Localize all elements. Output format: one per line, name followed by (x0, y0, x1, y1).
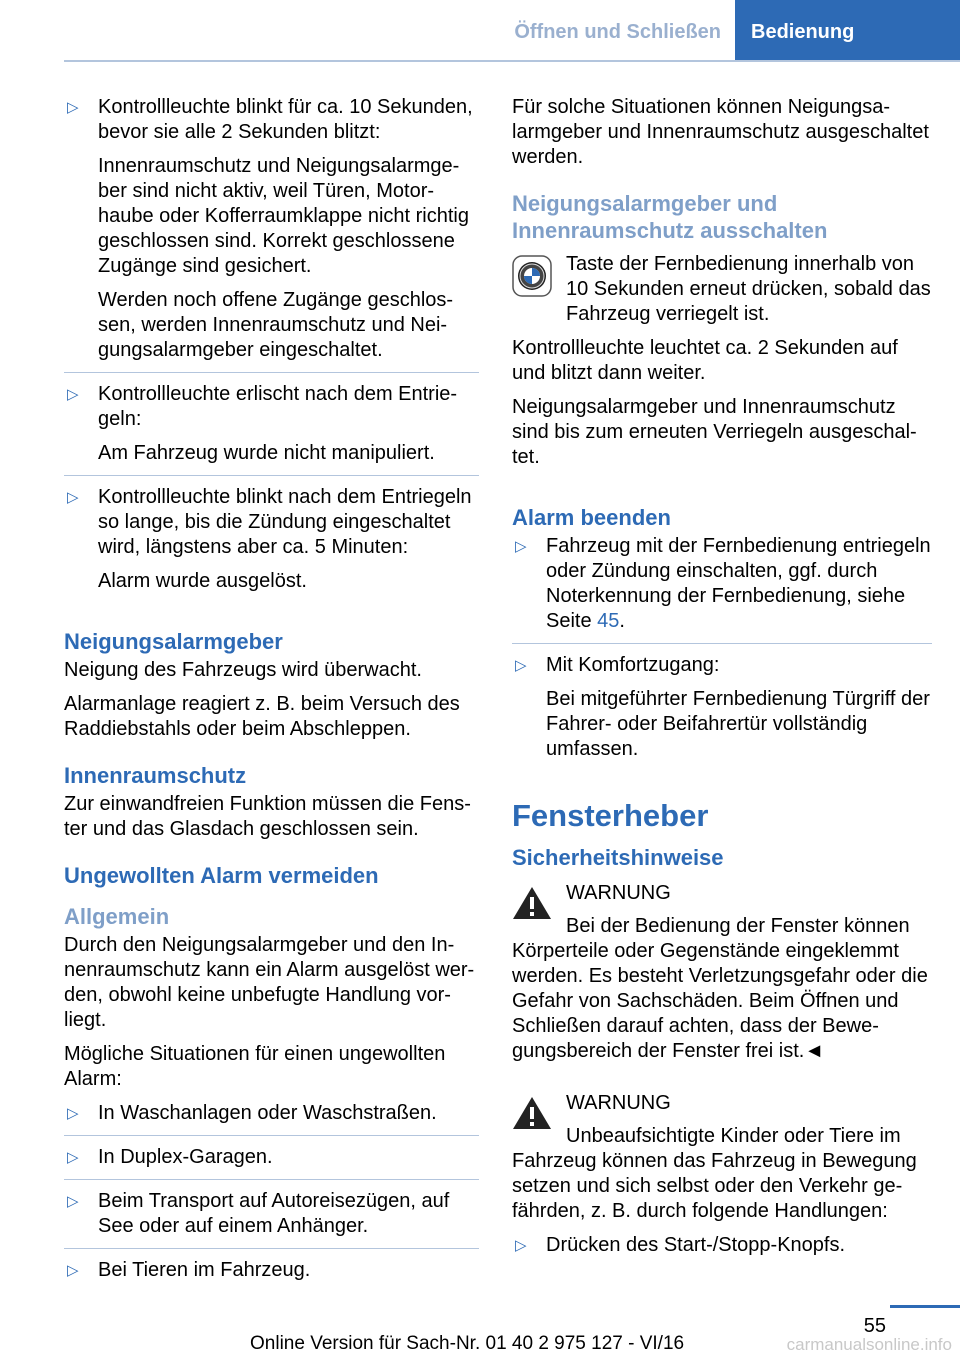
list-item-text: Drücken des Start-/Stopp-Knopfs. (546, 1234, 846, 1256)
heading-innenraumschutz: Innenraumschutz (64, 763, 247, 788)
warning-text: Bei der Bedienung der Fenster können Körperteile oder Gegenstände eingeklemmt werden. Es besteht Verletzungsgefahr oder die Gefahr von Sachschäden. Beim Öffnen und Schließen darauf achten, dass der Bewegungsbereich der Fenster frei ist.◄ (512, 915, 928, 1062)
list-item-text: Kontrollleuchte blinkt für ca. 10 Sekunden, bevor sie alle 2 Sekunden blitzt: (98, 96, 473, 143)
list-item (64, 1101, 479, 1126)
heading-fensterheber: Fensterheber (512, 798, 709, 833)
list-item (64, 1145, 479, 1170)
paragraph: Taste der Fernbedienung innerhalb von 10 Sekunden erneut drücken, sobald das Fahrzeug verriegelt ist. (566, 253, 931, 325)
list-item-text: In Duplex-Garagen. (98, 1146, 273, 1168)
list-marker-icon: ▷ (67, 386, 79, 403)
list-divider (512, 643, 932, 644)
list-marker-icon: ▷ (67, 1149, 79, 1166)
list-item (64, 95, 479, 363)
list-divider (64, 372, 479, 373)
list-item (512, 534, 932, 634)
paragraph: Für solche Situationen können Neigungsalarmgeber und Innenraumschutz ausgeschaltet werden. (512, 96, 929, 168)
list-marker-icon: ▷ (515, 657, 527, 674)
list-item (512, 1233, 932, 1258)
paragraph: Neigungsalarmgeber und Innenraumschutz sind bis zum erneuten Verriegeln ausgeschaltet. (512, 396, 917, 468)
list-item-text-part: Fahrzeug mit der Fernbedienung entriegeln oder Zündung einschalten, ggf. durch Noterkennung der Fernbedienung, siehe Seite (546, 535, 931, 632)
list-item (512, 653, 932, 762)
list-item-text: Bei Tieren im Fahrzeug. (98, 1259, 311, 1281)
paragraph: Zur einwandfreien Funktion müssen die Fenster und das Glasdach geschlossen sein. (64, 793, 471, 840)
list-item-text: Beim Transport auf Autoreisezügen, auf See oder auf einem Anhänger. (98, 1190, 450, 1237)
list-marker-icon: ▷ (67, 1262, 79, 1279)
list-item-text: Kontrollleuchte erlischt nach dem Entriegeln: (98, 383, 458, 430)
list-item-text: Werden noch offene Zugänge geschlossen, werden Innenraumschutz und Neigungsalarmgeber eingeschaltet. (98, 289, 454, 361)
list-item (64, 1189, 479, 1239)
list-item (64, 382, 479, 466)
list-item-text: Innenraumschutz und Neigungsalarmgeber sind nicht aktiv, weil Türen, Motorhaube oder Kofferraumklappe nicht richtig geschlossen sind. Korrekt geschlossene Zugänge sind gesichert. (98, 155, 469, 277)
list-marker-icon: ▷ (515, 538, 527, 555)
warning-block (512, 881, 932, 1064)
list-item-text: Alarm wurde ausgelöst. (98, 570, 307, 592)
heading-alarm-beenden: Alarm beenden (512, 505, 671, 530)
header-rule (64, 60, 960, 62)
header-chapter-tab[interactable]: Bedienung (735, 0, 960, 62)
right-column (512, 95, 932, 1267)
footer-text: Online Version für Sach-Nr. 01 40 2 975 127 - VI/16 (250, 1333, 685, 1354)
paragraph: Neigung des Fahrzeugs wird überwacht. (64, 659, 422, 681)
list-item-text: Kontrollleuchte blinkt nach dem Entriegeln so lange, bis die Zündung eingeschaltet wird, längstens aber ca. 5 Minuten: (98, 486, 472, 558)
heading-ausschalten: Neigungsalarmgeber und Innenraumschutz ausschalten (512, 191, 828, 243)
warning-block (512, 1091, 932, 1224)
heading-ungewollten-alarm: Ungewollten Alarm vermeiden (64, 863, 379, 888)
paragraph: Mögliche Situationen für einen ungewollten Alarm: (64, 1043, 446, 1090)
list-divider (64, 1135, 479, 1136)
list-marker-icon: ▷ (515, 1237, 527, 1254)
list-item-text: In Waschanlagen oder Waschstraßen. (98, 1102, 437, 1124)
list-marker-icon: ▷ (67, 489, 79, 506)
footer-rule (890, 1305, 960, 1308)
warning-title: WARNUNG (566, 1092, 671, 1114)
list-marker-icon: ▷ (67, 99, 79, 116)
heading-neigungsalarmgeber: Neigungsalarmgeber (64, 629, 283, 654)
warning-title: WARNUNG (566, 882, 671, 904)
warning-text: Unbeaufsichtigte Kinder oder Tiere im Fahrzeug können das Fahrzeug in Bewegung setzen und sich selbst oder den Verkehr gefährden, z. B. durch folgende Handlungen: (512, 1125, 917, 1222)
list-item (64, 1258, 479, 1283)
list-item (64, 485, 479, 594)
list-item-text: Mit Komfortzugang: (546, 654, 720, 676)
warning-triangle-icon (512, 1095, 552, 1138)
subheading-sicherheitshinweise: Sicherheitshinweise (512, 845, 724, 870)
list-marker-icon: ▷ (67, 1105, 79, 1122)
page-reference-link[interactable]: 45 (597, 610, 620, 632)
header-section-title: Öffnen und Schließen (514, 20, 721, 43)
list-item-text: Am Fahrzeug wurde nicht manipuliert. (98, 442, 435, 464)
warning-triangle-icon (512, 885, 552, 928)
left-column (64, 95, 479, 1292)
page-number: 55 (863, 1315, 886, 1337)
paragraph: Durch den Neigungsalarmgeber und den Innenraumschutz kann ein Alarm ausgelöst werden, obwohl keine unbefugte Handlung vorliegt. (64, 934, 475, 1031)
list-divider (64, 1248, 479, 1249)
paragraph: Kontrollleuchte leuchtet ca. 2 Sekunden auf und blitzt dann weiter. (512, 337, 898, 384)
list-divider (64, 475, 479, 476)
subheading-allgemein: Allgemein (64, 904, 170, 929)
footer-watermark: carmanualsonline.info (786, 1335, 952, 1354)
bmw-key-icon (512, 255, 552, 304)
list-item-text (546, 534, 932, 634)
list-marker-icon: ▷ (67, 1193, 79, 1210)
list-item-text-end: . (619, 610, 625, 632)
paragraph: Alarmanlage reagiert z. B. beim Versuch des Raddiebstahls oder beim Abschleppen. (64, 693, 460, 740)
list-item-text: Bei mitgeführter Fernbedienung Türgriff der Fahrer- oder Beifahrertür vollständig umfassen. (546, 688, 930, 760)
list-divider (64, 1179, 479, 1180)
key-instruction (512, 252, 932, 327)
